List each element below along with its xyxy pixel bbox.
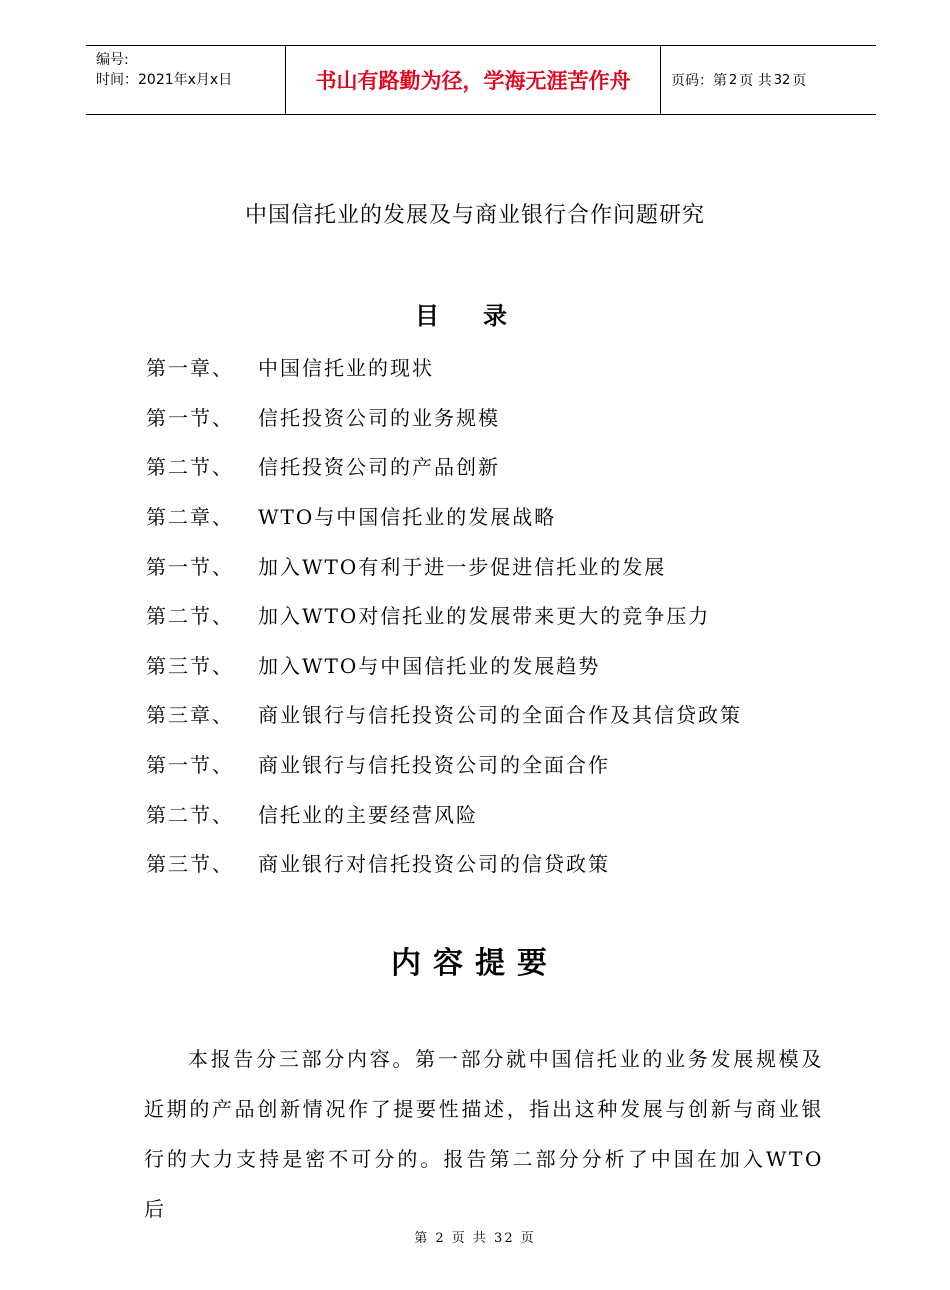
- table-of-contents: [146, 342, 866, 888]
- toc-item-number: 第三节、: [146, 852, 234, 877]
- toc-item-text: 中国信托业的现状: [258, 356, 434, 381]
- summary-heading: 内容提要: [391, 946, 559, 981]
- document-title: 中国信托业的发展及与商业银行合作问题研究: [244, 203, 705, 228]
- toc-item: [146, 838, 866, 888]
- toc-item-text: 信托投资公司的业务规模: [258, 405, 500, 430]
- toc-item-text: 商业银行对信托投资公司的信贷政策: [258, 852, 610, 877]
- toc-item: [146, 640, 866, 690]
- toc-item-text: 信托投资公司的产品创新: [258, 455, 500, 480]
- header-meta: [86, 46, 286, 114]
- toc-item-number: 第二章、: [146, 505, 234, 530]
- toc-item: [146, 441, 866, 491]
- page-prefix: 页码：第: [671, 73, 727, 89]
- toc-item: [146, 590, 866, 640]
- toc-item: [146, 540, 866, 590]
- time-label: 时间：2021年x月x日: [96, 72, 233, 88]
- toc-item-number: 第二节、: [146, 604, 234, 629]
- toc-item-number: 第一章、: [146, 356, 234, 381]
- toc-item-number: 第二节、: [146, 455, 234, 480]
- toc-item-number: 第一节、: [146, 405, 234, 430]
- page-number: 2: [729, 72, 738, 88]
- toc-item-text: 商业银行与信托投资公司的全面合作及其信贷政策: [258, 703, 742, 728]
- toc-item-text: 商业银行与信托投资公司的全面合作: [258, 753, 610, 778]
- toc-item-number: 第一节、: [146, 753, 234, 778]
- page-header: [86, 45, 876, 115]
- page-mid: 页 共: [739, 73, 772, 89]
- toc-item: [146, 491, 866, 541]
- header-page-info: [661, 46, 876, 114]
- toc-item: [146, 689, 866, 739]
- toc-item: [146, 342, 866, 392]
- number-label: 编号:: [96, 52, 129, 68]
- toc-item-number: 第一节、: [146, 554, 234, 579]
- page-footer: 第 2 页 共 32 页: [414, 1231, 536, 1246]
- toc-item-text: WTO与中国信托业的发展战略: [258, 505, 557, 530]
- toc-item-number: 第二节、: [146, 802, 234, 827]
- page-total: 32: [773, 72, 791, 88]
- toc-item-text: 信托业的主要经营风险: [258, 802, 478, 827]
- toc-heading: 目录: [415, 301, 551, 330]
- toc-item-number: 第三章、: [146, 703, 234, 728]
- toc-item-text: 加入WTO对信托业的发展带来更大的竞争压力: [258, 604, 711, 629]
- toc-item-text: 加入WTO有利于进一步促进信托业的发展: [258, 554, 667, 579]
- toc-item: [146, 392, 866, 442]
- page-suffix: 页: [792, 73, 807, 89]
- toc-item-number: 第三节、: [146, 653, 234, 678]
- header-motto: 书山有路勤为径，学海无涯苦作舟: [286, 46, 661, 114]
- toc-item-text: 加入WTO与中国信托业的发展趋势: [258, 653, 601, 678]
- toc-item: [146, 788, 866, 838]
- summary-paragraph: 本报告分三部分内容。第一部分就中国信托业的业务发展规模及近期的产品创新情况作了提要性描述，指出这种发展与创新与商业银行的大力支持是密不可分的。报告第二部分分析了中国在加入WTO后: [144, 1047, 824, 1221]
- toc-item: [146, 739, 866, 789]
